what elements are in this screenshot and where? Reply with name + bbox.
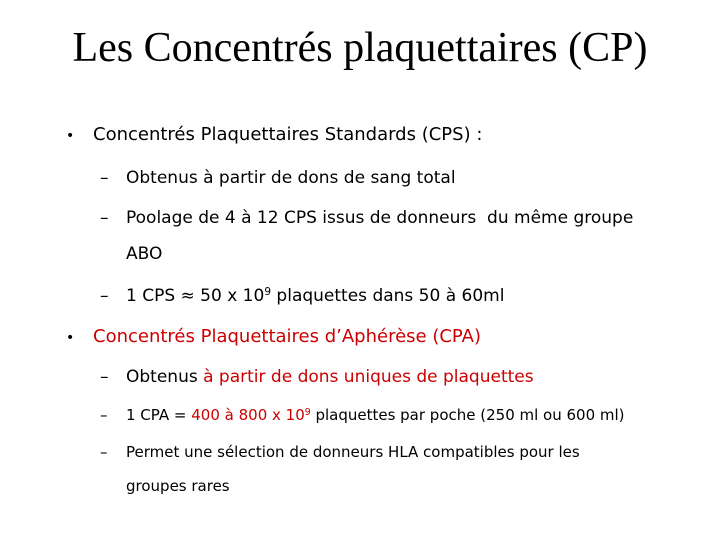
- cpa-item-3: [100, 441, 580, 463]
- cps-item-3-after: plaquettes dans 50 à 60ml: [271, 286, 505, 306]
- cpa-item-2-after: plaquettes par poche (250 ml ou 600 ml): [310, 406, 625, 424]
- dash-marker: –: [100, 168, 109, 188]
- cpa-item-2: [100, 404, 625, 426]
- cpa-item-1-highlight: à partir de dons uniques de plaquettes: [203, 367, 534, 387]
- dash-marker: –: [100, 406, 108, 424]
- exponent: 9: [264, 286, 272, 299]
- exponent: 9: [304, 406, 311, 418]
- bullet-marker: •: [66, 128, 75, 144]
- bullet-marker: •: [66, 330, 75, 346]
- cps-item-1: [100, 167, 456, 189]
- cpa-item-3-continuation: groupes rares: [126, 477, 230, 495]
- dash-marker: –: [100, 208, 109, 228]
- cps-item-2-continuation: ABO: [126, 244, 163, 264]
- slide-title: Les Concentrés plaquettaires (CP): [72, 25, 648, 71]
- cps-item-2: [100, 207, 633, 229]
- cps-item-1-text: Obtenus à partir de dons de sang total: [126, 168, 456, 188]
- cpa-item-2-value: 400 à 800 x 10: [191, 406, 305, 424]
- cpa-item-3-text: Permet une sélection de donneurs HLA compatibles pour les: [126, 443, 580, 461]
- dash-marker: –: [100, 367, 109, 387]
- dash-marker: –: [100, 443, 108, 461]
- cps-item-2-text: Poolage de 4 à 12 CPS issus de donneurs du même groupe: [126, 208, 634, 228]
- bullet-cpa: [66, 326, 481, 349]
- cpa-item-1-plain: Obtenus: [126, 367, 204, 387]
- cps-item-3: [100, 285, 504, 307]
- cps-heading: Concentrés Plaquettaires Standards (CPS) :: [93, 124, 483, 145]
- cpa-item-1: [100, 366, 534, 388]
- bullet-cps: [66, 124, 482, 147]
- cpa-heading: Concentrés Plaquettaires d’Aphérèse (CPA): [93, 326, 481, 347]
- dash-marker: –: [100, 286, 109, 306]
- cpa-item-2-before: 1 CPA =: [126, 406, 192, 424]
- cps-item-3-before: 1 CPS ≈ 50 x 10: [126, 286, 265, 306]
